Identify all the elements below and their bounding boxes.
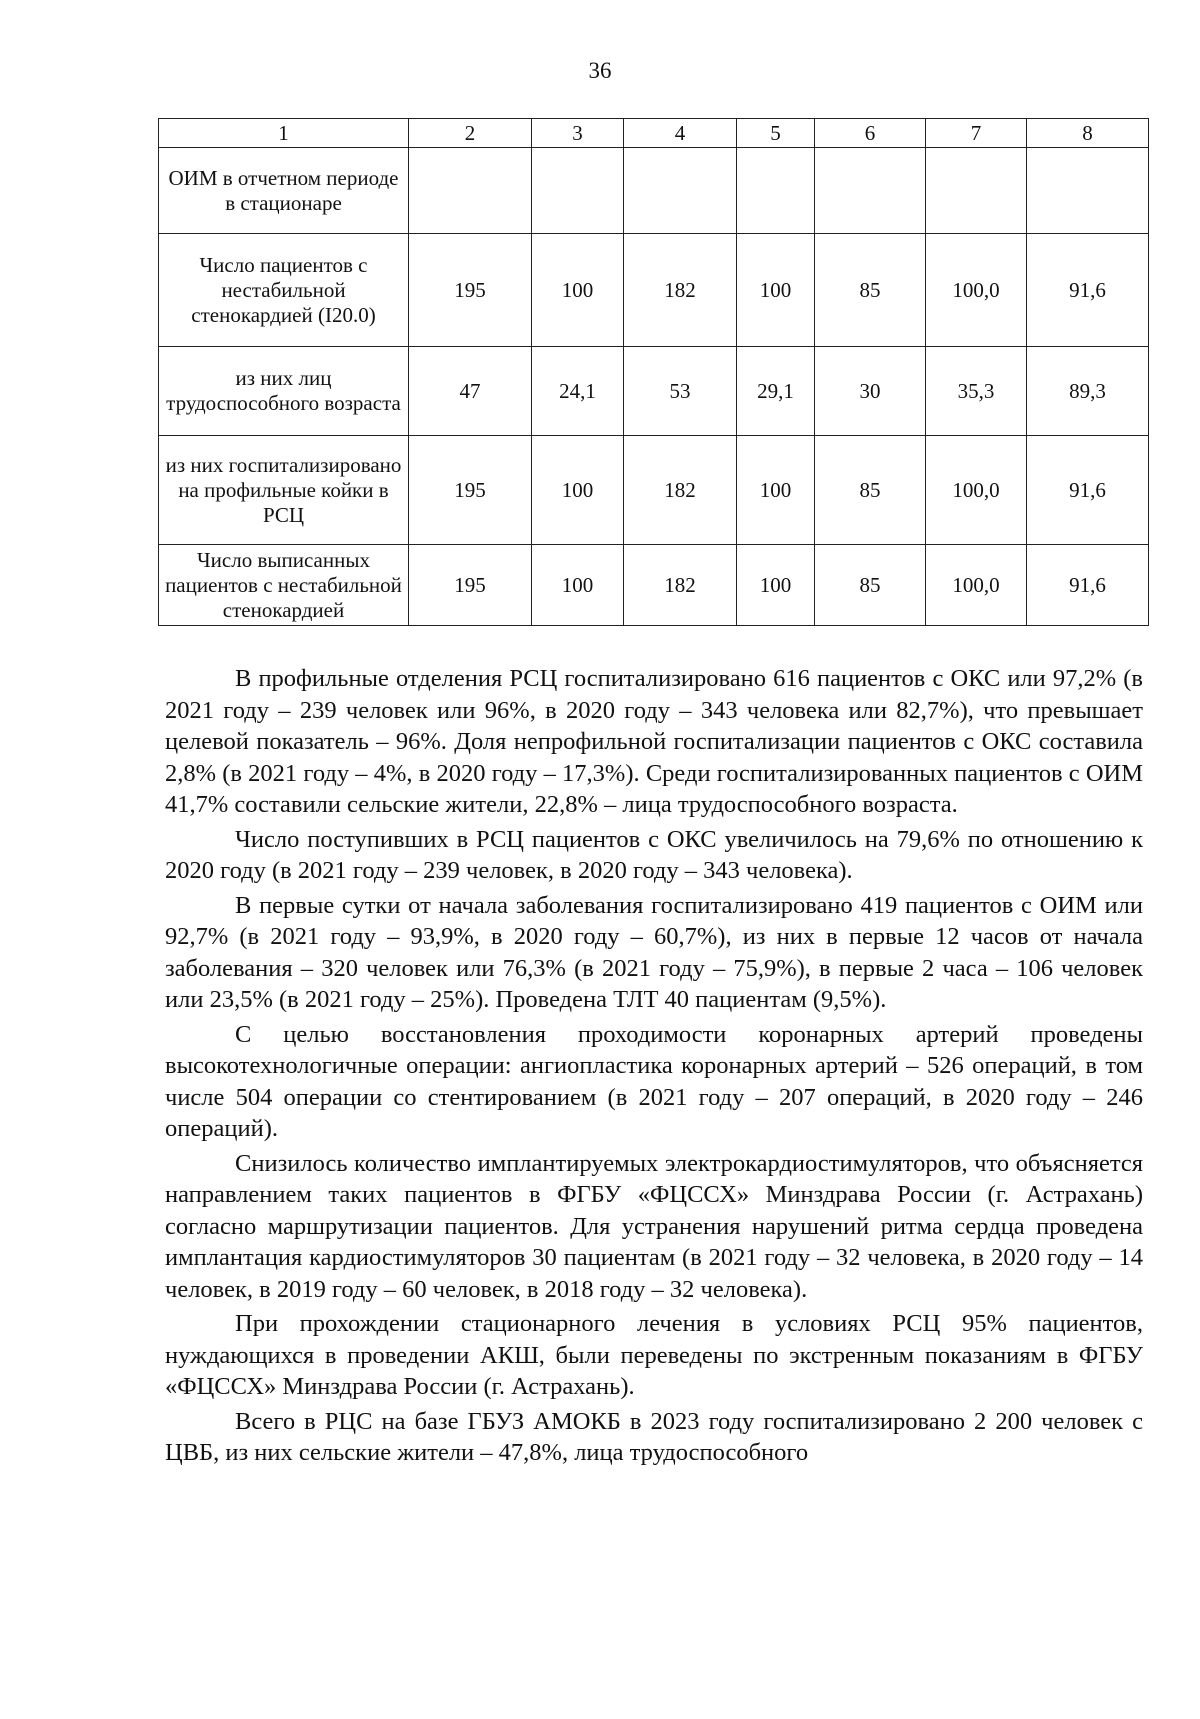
row-label: из них госпитализировано на профильные койки в РСЦ bbox=[159, 436, 409, 545]
paragraph: В первые сутки от начала заболевания госпитализировано 419 пациентов с ОИМ или 92,7% (в 2021 году – 93,9%, в 2020 году – 60,7%), из них в первые 12 часов от начала заболевания – 320 человек или 76,3% (в 2021 году – 75,9%), в первые 2 часа – 106 человек или 23,5% (в 2021 году – 25%). Проведена ТЛТ 40 пациентам (9,5%). bbox=[165, 891, 1143, 1013]
table-cell bbox=[624, 148, 737, 234]
table-cell: 195 bbox=[409, 234, 532, 347]
column-number: 3 bbox=[532, 119, 624, 148]
table-row bbox=[159, 148, 1149, 234]
column-number: 2 bbox=[409, 119, 532, 148]
table-cell: 100 bbox=[737, 436, 815, 545]
table-cell bbox=[409, 148, 532, 234]
table-cell: 89,3 bbox=[1027, 347, 1149, 436]
table-cell: 30 bbox=[815, 347, 926, 436]
table-cell: 85 bbox=[815, 234, 926, 347]
row-label: из них лиц трудоспособного возраста bbox=[159, 347, 409, 436]
table-cell bbox=[926, 148, 1027, 234]
table-cell: 91,6 bbox=[1027, 545, 1149, 626]
table-cell: 100 bbox=[737, 234, 815, 347]
table-cell bbox=[532, 148, 624, 234]
paragraph: Снизилось количество имплантируемых электрокардиостимуляторов, что объясняется направлением таких пациентов в ФГБУ «ФЦССХ» Минздрава России (г. Астрахань) согласно маршрутизации пациентов. Для устранения нарушений ритма сердца проведена имплантация кардиостимуляторов 30 пациентам (в 2021 году – 32 человека, в 2020 году – 14 человек, в 2019 году – 60 человек, в 2018 году – 32 человека). bbox=[165, 1149, 1143, 1303]
table-row bbox=[159, 347, 1149, 436]
table-cell: 195 bbox=[409, 545, 532, 626]
table-cell: 35,3 bbox=[926, 347, 1027, 436]
row-label: Число пациентов с нестабильной стенокардией (I20.0) bbox=[159, 234, 409, 347]
body-text bbox=[165, 663, 1143, 1472]
table-cell: 85 bbox=[815, 436, 926, 545]
table-cell: 195 bbox=[409, 436, 532, 545]
paragraph: С целью восстановления проходимости коронарных артерий проведены высокотехнологичные операции: ангиопластика коронарных артерий – 526 операций, в том числе 504 операции со стентированием (в 2021 году – 207 операций, в 2020 году – 246 операций). bbox=[165, 1020, 1143, 1142]
table-cell: 85 bbox=[815, 545, 926, 626]
table-cell: 29,1 bbox=[737, 347, 815, 436]
table-cell: 100,0 bbox=[926, 234, 1027, 347]
table-cell: 24,1 bbox=[532, 347, 624, 436]
table-cell: 100 bbox=[532, 436, 624, 545]
table-cell: 100 bbox=[737, 545, 815, 626]
table-cell bbox=[815, 148, 926, 234]
table-cell: 53 bbox=[624, 347, 737, 436]
table-cell bbox=[1027, 148, 1149, 234]
statistics-table bbox=[158, 118, 1149, 626]
paragraph: В профильные отделения РСЦ госпитализировано 616 пациентов с ОКС или 97,2% (в 2021 году – 239 человек или 96%, в 2020 году – 343 человека или 82,7%), что превышает целевой показатель – 96%. Доля непрофильной госпитализации пациентов с ОКС составила 2,8% (в 2021 году – 4%, в 2020 году – 17,3%). Среди госпитализированных пациентов с ОИМ 41,7% составили сельские жители, 22,8% – лица трудоспособного возраста. bbox=[165, 665, 1143, 818]
column-number: 4 bbox=[624, 119, 737, 148]
table-cell: 47 bbox=[409, 347, 532, 436]
column-number: 5 bbox=[737, 119, 815, 148]
column-number: 6 bbox=[815, 119, 926, 148]
row-label: ОИМ в отчетном периоде в стационаре bbox=[159, 148, 409, 234]
table-cell: 182 bbox=[624, 234, 737, 347]
table-cell bbox=[737, 148, 815, 234]
table-row bbox=[159, 436, 1149, 545]
page-number: 36 bbox=[588, 58, 612, 83]
table-cell: 91,6 bbox=[1027, 234, 1149, 347]
table-cell: 182 bbox=[624, 545, 737, 626]
table-cell: 100,0 bbox=[926, 545, 1027, 626]
table-cell: 91,6 bbox=[1027, 436, 1149, 545]
paragraph: Число поступивших в РСЦ пациентов с ОКС увеличилось на 79,6% по отношению к 2020 году (в 2021 году – 239 человек, в 2020 году – 343 человека). bbox=[165, 825, 1143, 884]
column-number: 8 bbox=[1027, 119, 1149, 148]
paragraph: При прохождении стационарного лечения в условиях РСЦ 95% пациентов, нуждающихся в проведении АКШ, были переведены по экстренным показаниям в ФГБУ «ФЦССХ» Минздрава России (г. Астрахань). bbox=[165, 1310, 1143, 1400]
table-row bbox=[159, 234, 1149, 347]
column-number: 7 bbox=[926, 119, 1027, 148]
paragraph: Всего в РЦС на базе ГБУЗ АМОКБ в 2023 году госпитализировано 2 200 человек с ЦВБ, из них сельские жители – 47,8%, лица трудоспособного bbox=[165, 1407, 1143, 1466]
table-cell: 182 bbox=[624, 436, 737, 545]
row-label: Число выписанных пациентов с нестабильной стенокардией bbox=[159, 545, 409, 626]
table-row bbox=[159, 545, 1149, 626]
table-header-row bbox=[159, 119, 1149, 148]
table-cell: 100,0 bbox=[926, 436, 1027, 545]
table-cell: 100 bbox=[532, 234, 624, 347]
table-cell: 100 bbox=[532, 545, 624, 626]
column-number: 1 bbox=[159, 119, 409, 148]
